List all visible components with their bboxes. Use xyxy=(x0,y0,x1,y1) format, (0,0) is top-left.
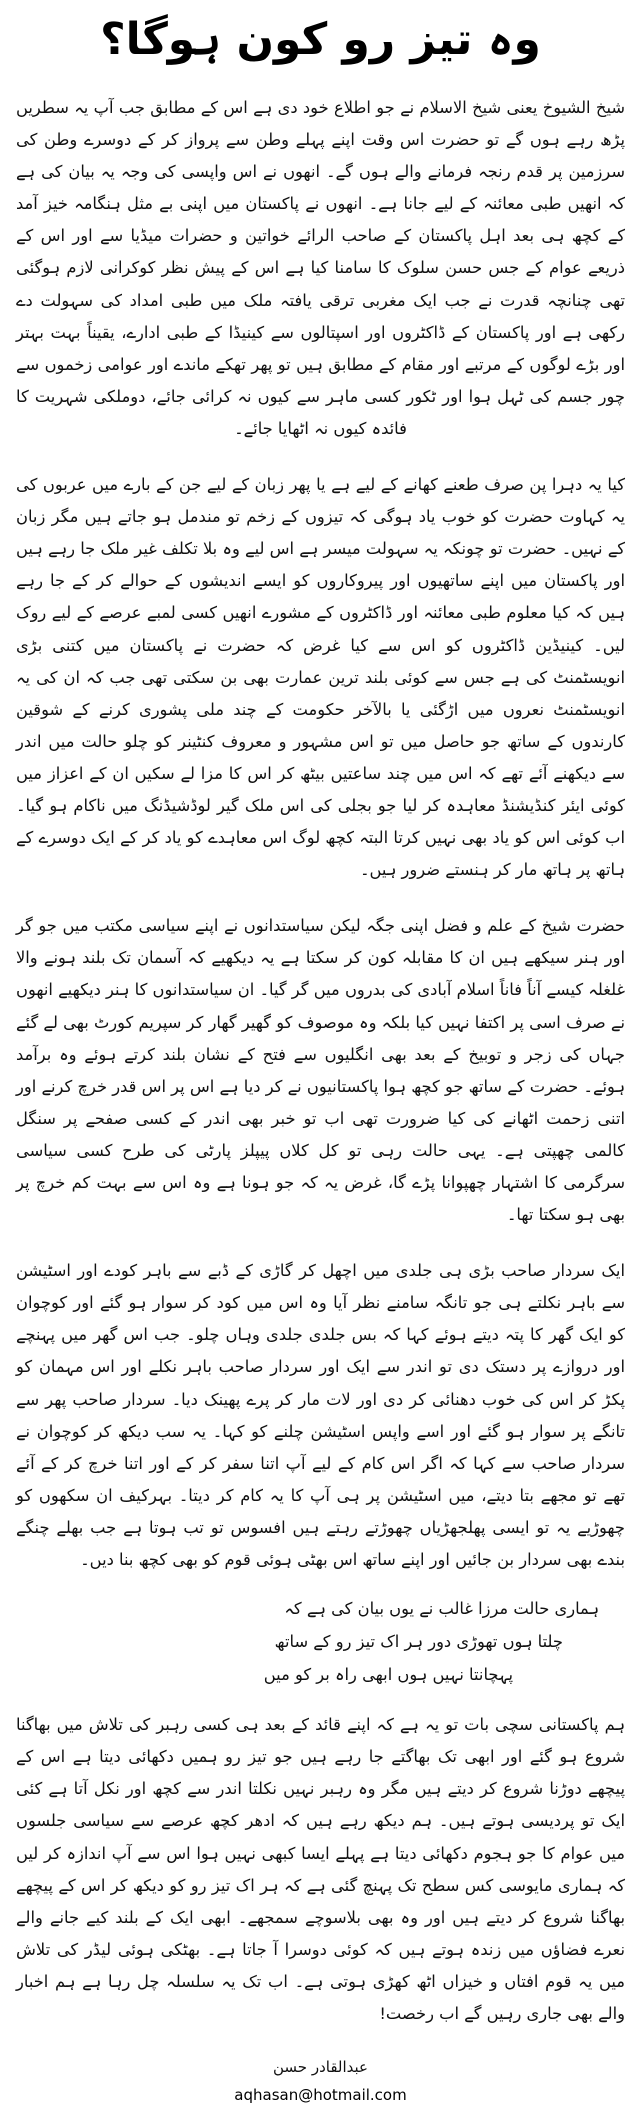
verse-line-1: چلتا ہوں تھوڑی دور ہر اک تیز رو کے ساتھ xyxy=(274,1632,563,1652)
headline: وہ تیز رو کون ہوگا؟ xyxy=(100,14,541,65)
paragraph-final: ہم پاکستانی سچی بات تو یہ ہے کہ اپنے قائد کے بعد ہی کسی رہبر کی تلاش میں بھاگنا شروع ہو گئے اور ابھی تک بھاگتے جا رہے ہیں جو تیز رو ہمیں دکھائی دیتا ہے اس کے پیچھے دوڑنا شروع کر دیتے ہیں مگر وہ رہبر نہیں نکلتا اندر سے کچھ اور نکل آتا ہے کئی ایک تو پردیسی ہوتے ہیں۔ ہم دیکھ رہے ہیں کہ ادھر کچھ عرصے سے سیاسی جلسوں میں عوام کا جو ہجوم دکھائی دیتا ہے پہلے ایسا کبھی نہیں ہوا اس سے آپ اندازہ کر لیں کہ ہماری مایوسی کس سطح تک پہنچ گئی ہے کہ ہر اک تیز رو کو دیکھ کر اس کے پیچھے بھاگنا شروع کر دیتے ہیں اور وہ بھی بلاسوچے سمجھے۔ ابھی ایک کے بلند کیے جانے والے نعرے فضاؤں میں زندہ ہوتے ہیں کہ کوئی دوسرا آ جاتا ہے۔ بھٹکی ہوئی لیڈر کی تلاش میں یہ قوم افتاں و خیزاں اٹھ کھڑی ہوتی ہے۔ اب تک یہ سلسلہ چل رہا ہے ہم اخبار والے بھی جاری رہیں گے اب رخصت! xyxy=(16,1715,625,2023)
article-body xyxy=(16,92,625,2030)
author-name: عبدالقادر حسن xyxy=(272,2058,368,2077)
ghalib-verse-block xyxy=(16,1592,625,1691)
paragraph-4: ایک سردار صاحب بڑی ہی جلدی میں اچھل کر گاڑی کے ڈبے سے باہر کودے اور اسٹیشن سے باہر نکلتے ہی جو تانگہ سامنے نظر آیا وہ اس میں کود کر سوار ہو گئے اور کوچوان کو ایک گھر کا پتہ دیتے ہوئے کہا کہ بس جلدی جلدی وہاں چلو۔ جب اس گھر میں پہنچے اور دروازے پر دستک دی تو اندر سے ایک اور سردار صاحب باہر نکلے اور اس مہمان کو پکڑ کر اس کی خوب دھنائی کر دی اور لات مار کر پرے پھینک دیا۔ سردار صاحب پھر سے تانگے پر سوار ہو گئے اور اسے واپس اسٹیشن چلنے کو کہا۔ یہ سب دیکھ کر کوچوان نے سردار صاحب سے کہا کہ اگر اس کام کے لیے آپ اتنا سفر کر کے اور اتنا خرچ کر کے آئے تھے تو مجھے بتا دیتے، میں اسٹیشن پر ہی آپ کا یہ کام کر دیتا۔ بہرکیف ان سکھوں کو چھوڑیے یہ تو ایسی پھلجھڑیاں چھوڑتے رہتے ہیں افسوس تو تب ہوتا ہے جب بھلے چنگے بندے بھی سردار بن جائیں اور اپنے ساتھ اس بھٹی ہوئی قوم کو بھی کچھ بنا دیں۔ xyxy=(16,1261,625,1570)
author-email[interactable]: aqhasan@hotmail.com xyxy=(234,2086,407,2105)
paragraph-2: کیا یہ دہرا پن صرف طعنے کھانے کے لیے ہے یا پھر زبان کے لیے جن کے بارے میں عربوں کی یہ کہاوت حضرت کو خوب یاد ہوگی کہ تیزوں کے زخم تو مندمل ہو جاتے ہیں مگر زبان کے نہیں۔ حضرت تو چونکہ یہ سہولت میسر ہے اس لیے وہ بلا تکلف غیر ملک جا رہے ہیں اور پاکستان میں اپنے ساتھیوں اور پیروکاروں کو ایسے اندیشوں کے حوالے کر کے جا رہے ہیں کہ کیا معلوم طبی معائنہ اور ڈاکٹروں کے مشورے انھیں کسی لمبے عرصے کے لیے روک لیں۔ کینیڈین ڈاکٹروں کو اس سے کیا غرض کہ حضرت نے پاکستان میں کتنی بڑی انویسٹمنٹ کی ہے جس سے کوئی بلند ترین عمارت بھی بن سکتی تھی جب کہ ان کی یہ انویسٹمنٹ نعروں میں اڑگئی یا بالآخر حکومت کے چند ملی پشوری کرنے کے شوقین کارندوں کے ساتھ جو حاصل میں تو اس مشہور و معروف کنٹینر کو چلو حالت میں اندر سے دیکھنے آئے تھے کہ اس میں چند ساعتیں بیٹھ کر اس کا مزا لے سکیں ان کے اعزاز میں کوئی ایئر کنڈیشنڈ معاہدہ کر لیا جو بجلی کی اس ملک گیر لوڈشیڈنگ میں ناکام ہو گیا۔ اب کوئی اس کو یاد بھی نہیں کرتا البتہ کچھ لوگ اس معاہدے کو یاد کر کے ایک دوسرے کے ہاتھ پر ہاتھ مار کر ہنستے ضرور ہیں۔ xyxy=(16,475,625,880)
paragraph-3: حضرت شیخ کے علم و فضل اپنی جگہ لیکن سیاستدانوں نے اپنے سیاسی مکتب میں جو گر اور ہنر سیکھے ہیں ان کا مقابلہ کون کر سکتا ہے یہ دیکھیے کہ آسمان تک بلند ہونے والا غلغلہ کیسے آناً فاناً اسلام آبادی کی بدروں میں گر گیا۔ ان سیاستدانوں کا ہنر دیکھیے انھوں نے صرف اسی پر اکتفا نہیں کیا بلکہ وہ موصوف کو گھیر گھار کر سپریم کورٹ بھی لے گئے جہاں کی زجر و توبیخ کے بعد بھی انگلیوں سے فتح کے نشان بلند کرتے ہوئے وہ برآمد ہوئے۔ حضرت کے ساتھ جو کچھ ہوا پاکستانیوں نے کر دیا ہے اس پر اس قدر خرچ کرنے اور اتنی زحمت اٹھانے کی کیا ضرورت تھی اب تو خبر بھی اندر کے کسی صفحے پر سنگل کالمی چھپتی ہے۔ یہی حالت رہی تو کل کلاں پیپلز پارٹی کی طرح کسی سیاسی سرگرمی کا اشتہار چھپوانا پڑے گا، غرض یہ کہ جو ہونا ہے وہ اس سے بہت کم خرچ پر بھی ہو سکتا تھا۔ xyxy=(16,916,625,1225)
verse-intro: ہماری حالت مرزا غالب نے یوں بیان کی ہے کہ xyxy=(284,1599,599,1619)
paragraph-1: شیخ الشیوخ یعنی شیخ الاسلام نے جو اطلاع خود دی ہے اس کے مطابق جب آپ یہ سطریں پڑھ رہے ہوں گے تو حضرت اس وقت اپنے پہلے وطن سے پرواز کر کے دوسرے وطن کی سرزمین پر قدم رنجہ فرمانے والے ہوں گے۔ انھوں نے اس واپسی کی وجہ یہ بیان کی ہے کہ انھیں طبی معائنہ کے لیے جانا ہے۔ انھوں نے پاکستان میں اپنی بے مثل ہنگامہ خیز آمد کے کچھ ہی بعد اہل پاکستان کے صاحب الرائے خواتین و حضرات میڈیا سے اور اس کے ذریعے عوام کے جس حسن سلوک کا سامنا کیا ہے اس کے پیش نظر کوکرانی لازم ہوگئی تھی چنانچہ قدرت نے جب ایک مغربی ترقی یافتہ ملک میں طبی امداد کی سہولت دے رکھی ہے اور پاکستان کے ڈاکٹروں اور اسپتالوں سے کینیڈا کے طبی ادارے، یقیناً بہت بہتر اور بڑے لوگوں کے مرتبے اور مقام کے مطابق ہیں تو پھر تھکے ماندے اور عوامی زخموں سے چور جسم کی ٹہل ہوا اور ٹکور کسی ماہر سے کیوں نہ کرائی جائے، دوملکی شہریت کا فائدہ کیوں نہ اٹھایا جائے۔ xyxy=(16,98,625,438)
verse-line-2: پہچانتا نہیں ہوں ابھی راہ بر کو میں xyxy=(263,1665,513,1685)
